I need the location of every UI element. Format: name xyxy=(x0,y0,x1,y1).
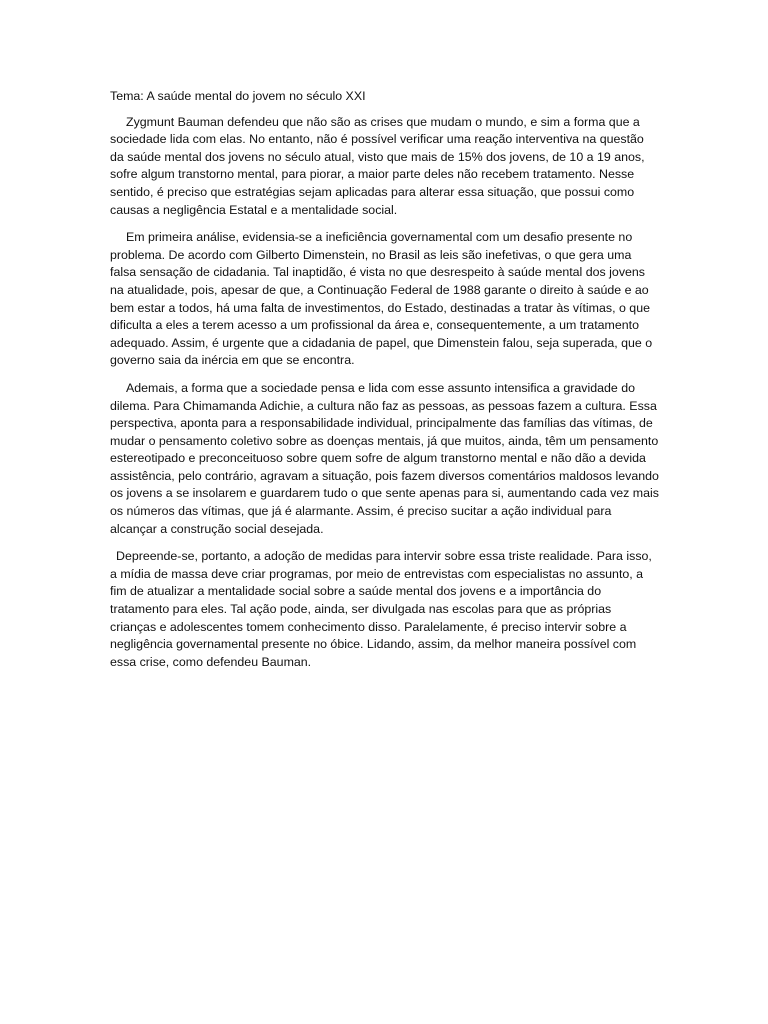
paragraph-development-2: Ademais, a forma que a sociedade pensa e lida com esse assunto intensifica a gravidade do dilema. Para Chimamanda Adichie, a cultura não faz as pessoas, as pessoas fazem a cultura. Essa perspectiva, aponta para a responsabilidade individual, principalmente das famílias das vítimas, de mudar o pensamento coletivo sobre as doenças mentais, já que muitos, ainda, têm um pensamento estereotipado e preconceituoso sobre quem sofre de algum transtorno mental e não dão a devida assistência, pelo contrário, agravam a situação, pois fazem diversos comentários maldosos levando os jovens a se insolarem e guardarem tudo o que sente apenas para si, aumentando cada vez mais os números das vítimas, que já é alarmante. Assim, é preciso sucitar a ação individual para alcançar a construção social desejada. xyxy=(110,380,659,536)
paragraph-development-1: Em primeira análise, evidensia-se a ineficiência governamental com um desafio presente no problema. De acordo com Gilberto Dimenstein, no Brasil as leis são inefetivas, o que gera uma falsa sensação de cidadania. Tal inaptidão, é vista no que desrespeito à saúde mental dos jovens na atualidade, pois, apesar de que, a Continuação Federal de 1988 garante o direito à saúde e ao bem estar a todos, há uma falta de investimentos, do Estado, destinadas a tratar às vítimas, o que dificulta a eles a terem acesso a um profissional da área e, consequentemente, a um tratamento adequado. Assim, é urgente que a cidadania de papel, que Dimenstein falou, seja superada, que o governo saia da inércia em que se encontra. xyxy=(110,230,653,368)
essay-body xyxy=(110,88,660,681)
paragraph-conclusion: Depreende-se, portanto, a adoção de medidas para intervir sobre essa triste realidade. Para isso, a mídia de massa deve criar programas, por meio de entrevistas com especialistas no assunto, a fim de atualizar a mentalidade social sobre a saúde mental dos jovens e a importância do tratamento para eles. Tal ação pode, ainda, ser divulgada nas escolas para que as próprias crianças e adolescentes tomem conhecimento disso. Paralelamente, é preciso intervir sobre a negligência governamental presente no óbice. Lidando, assim, da melhor maneira possível com essa crise, como defendeu Bauman. xyxy=(110,549,652,669)
paragraph-introduction: Zygmunt Bauman defendeu que não são as crises que mudam o mundo, e sim a forma que a sociedade lida com elas. No entanto, não é possível verificar uma reação interventiva na questão da saúde mental dos jovens no século atual, visto que mais de 15% dos jovens, de 10 a 19 anos, sofre algum transtorno mental, para piorar, a maior parte deles não recebem tratamento. Nesse sentido, é preciso que estratégias sejam aplicadas para alterar essa situação, que possui como causas a negligência Estatal e a mentalidade social. xyxy=(110,114,645,217)
essay-title: Tema: A saúde mental do jovem no século XXI xyxy=(110,89,366,103)
